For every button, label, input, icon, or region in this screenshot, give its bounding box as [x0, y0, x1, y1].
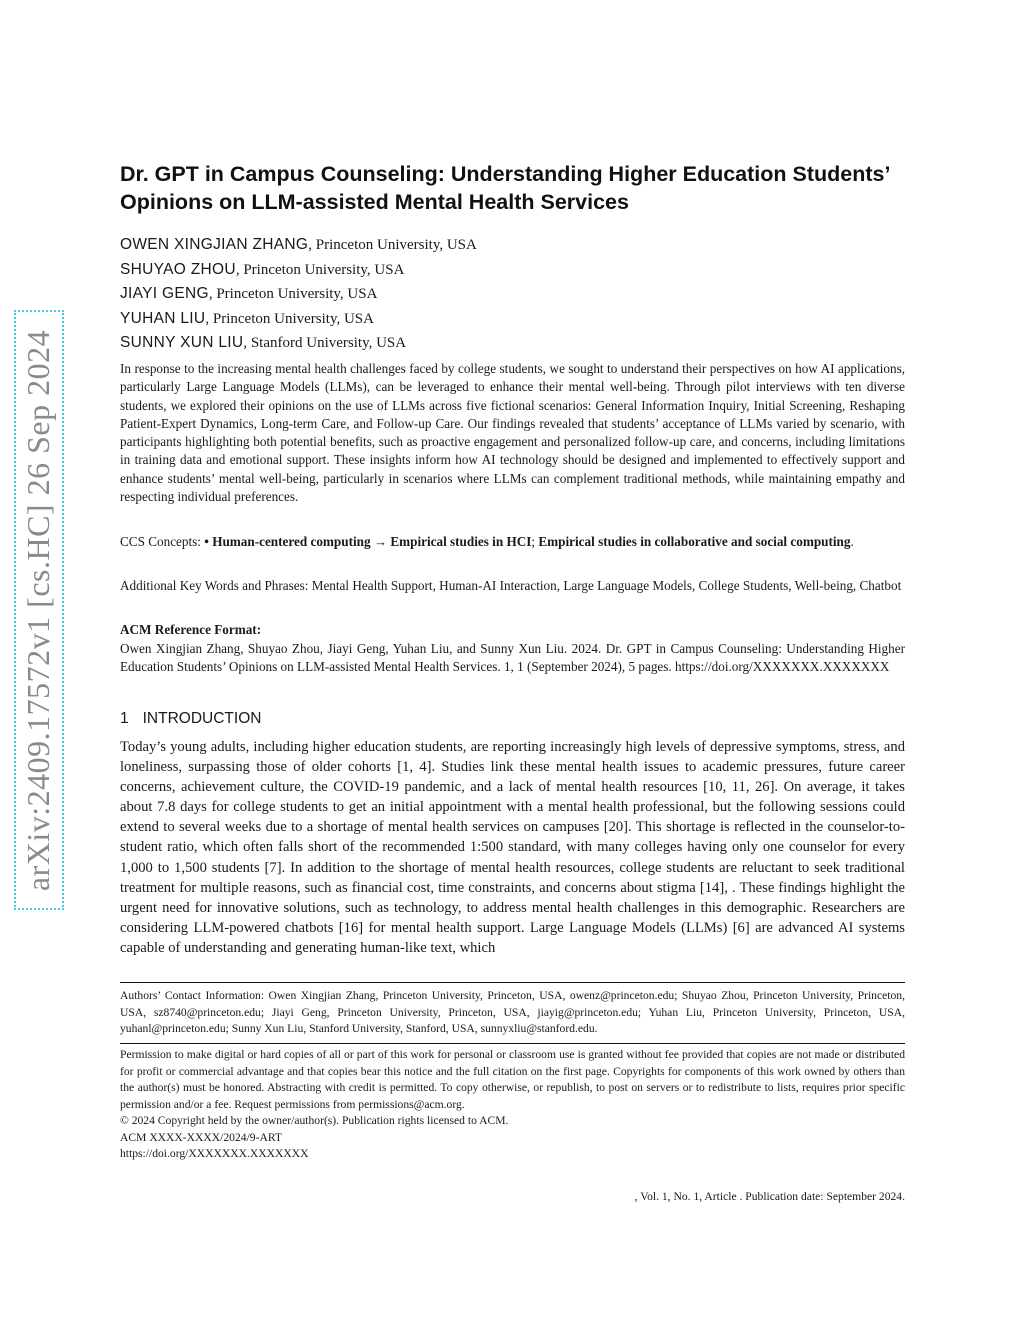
ccs-end: . [850, 534, 854, 549]
section-title: INTRODUCTION [142, 710, 262, 727]
author-affiliation: , Princeton University, USA [208, 286, 378, 302]
author-affiliation: , Princeton University, USA [308, 237, 477, 253]
acm-reference-heading: ACM Reference Format: [120, 622, 262, 637]
doi-link[interactable]: https://doi.org/XXXXXXX.XXXXXXX [120, 1147, 309, 1160]
ccs-label: CCS Concepts: [120, 534, 205, 549]
author-affiliation: , Princeton University, USA [205, 310, 374, 327]
acm-reference: Owen Xingjian Zhang, Shuyao Zhou, Jiayi Geng, Yuhan Liu, and Sunny Xun Liu. 2024. Dr. GPT in Campus Counseling: Understanding Higher Education Students’ Opinions on LLM-assisted Mental Health Services. 1, 1 (September 2024), 5 pages. https://doi.org/XXXXXXX.XXXXXXX [120, 641, 905, 675]
author-affiliation: , Stanford University, USA [243, 335, 407, 351]
author-name: SHUYAO ZHOU [120, 260, 236, 278]
permission-text: Permission to make digital or hard copies of all or part of this work for personal or classroom use is granted without fee provided that copies are not made or distributed for profit or commercial advantage and that copies bear this notice and the full citation on the first page. Copyrights for components of this work owned by others than the author(s) must be honored. Abstracting with credit is permitted. To copy otherwise, or republish, to post on servers or to redistribute to lists, requires prior specific permission and/or a fee. Request permissions from permissions@acm.org. [120, 1048, 905, 1111]
acm-number: ACM XXXX-XXXX/2024/9-ART [120, 1130, 282, 1144]
footnote-rule [120, 982, 905, 983]
permission-block [120, 1047, 905, 1163]
author-affiliation: , Princeton University, USA [235, 261, 405, 278]
page-footer: , Vol. 1, No. 1, Article . Publication date: September 2024. [634, 1190, 905, 1203]
abstract: In response to the increasing mental health challenges faced by college students, we sought to understand their perspectives on how AI applications, particularly Large Language Models (LLMs), can be leveraged to enhance their mental well-being. Through pilot interviews with ten diverse students, we explored their opinions on the use of LLMs across five fictional scenarios: General Information Inquiry, Initial Screening, Reshaping Patient-Expert Dynamics, Long-term Care, and Follow-up Care. Our findings revealed that students’ acceptance of LLMs varied by scenario, with participants highlighting both potential benefits, such as proactive engagement and personalized follow-up care, and concerns, including limitations in training data and emotional support. These insights inform how AI technology should be designed and implemented to effectively support and enhance students’ mental well-being, particularly in scenarios where LLMs can complement traditional methods, while maintaining empathy and respecting individual preferences. [120, 361, 905, 505]
section-heading [120, 710, 261, 728]
ccs-concept: Human-centered computing → Empirical studies in HCI [212, 534, 532, 549]
permission-rule [120, 1043, 905, 1044]
arxiv-stamp [14, 310, 64, 910]
author-entry [120, 258, 905, 283]
author-list [120, 233, 905, 356]
author-contact-info: Authors’ Contact Information: Owen Xingjian Zhang, Princeton University, Princeton, USA, owenz@princeton.edu; Shuyao Zhou, Princeton University, Princeton, USA, sz8740@princeton.edu; Jiayi Geng, Princeton University, Princeton, USA, jiayig@princeton.edu; Yuhan Liu, Princeton University, Princeton, USA, yuhanl@princeton.edu; Sunny Xun Liu, Stanford University, Stanford, USA, sunnyxliu@stanford.edu. [120, 989, 905, 1035]
introduction-text: Today’s young adults, including higher education students, are reporting increasingly high levels of depressive symptoms, stress, and loneliness, surpassing those of older cohorts [1, 4]. Studies link these mental health issues to academic pressures, future career concerns, achievement culture, the COVID-19 pandemic, and a lack of mental health resources [10, 11, 26]. On average, it takes about 7.8 days for college students to get an initial appointment with a mental health professional, but the following sessions could extend to several weeks due to a shortage of mental health services on campuses [20]. This shortage is reflected in the counselor-to-student ratio, which often falls short of the recommended 1:500 standard, with many colleges having only one counselor for every 1,000 to 1,500 students [7]. In addition to the shortage of mental health resources, college students are reluctant to seek traditional treatment for multiple reasons, such as financial cost, time constraints, and concerns about stigma [14], . These findings highlight the urgent need for innovative solutions, such as technology, to address mental health challenges in this demographic. Researchers are considering LLM-powered chatbots [16] for mental health support. Large Language Models (LLMs) [6] are advanced AI systems capable of understanding and generating human-like text, which [120, 739, 905, 956]
paper-title: Dr. GPT in Campus Counseling: Understanding Higher Education Students’ Opinions on LLM-assisted Mental Health Services [120, 162, 890, 214]
author-entry [120, 307, 905, 332]
author-name: JIAYI GENG [120, 285, 209, 302]
copyright-line: © 2024 Copyright held by the owner/author(s). Publication rights licensed to ACM. [120, 1114, 509, 1127]
arxiv-id: arXiv:2409.17572v1 [cs.HC] 26 Sep 2024 [20, 329, 57, 891]
author-entry [120, 331, 905, 356]
author-name: OWEN XINGJIAN ZHANG [120, 236, 309, 253]
ccs-bullet: • [204, 534, 213, 549]
author-entry [120, 233, 905, 258]
ccs-concepts [120, 533, 905, 551]
ccs-concept: Empirical studies in collaborative and social computing [538, 534, 851, 549]
author-entry [120, 282, 905, 307]
author-name: YUHAN LIU [120, 309, 206, 327]
keywords: Additional Key Words and Phrases: Mental Health Support, Human-AI Interaction, Large Language Models, College Students, Well-being, Chatbot [120, 578, 902, 593]
section-number: 1 [120, 710, 129, 727]
author-name: SUNNY XUN LIU [120, 334, 244, 351]
ccs-separator: ; [531, 534, 539, 549]
